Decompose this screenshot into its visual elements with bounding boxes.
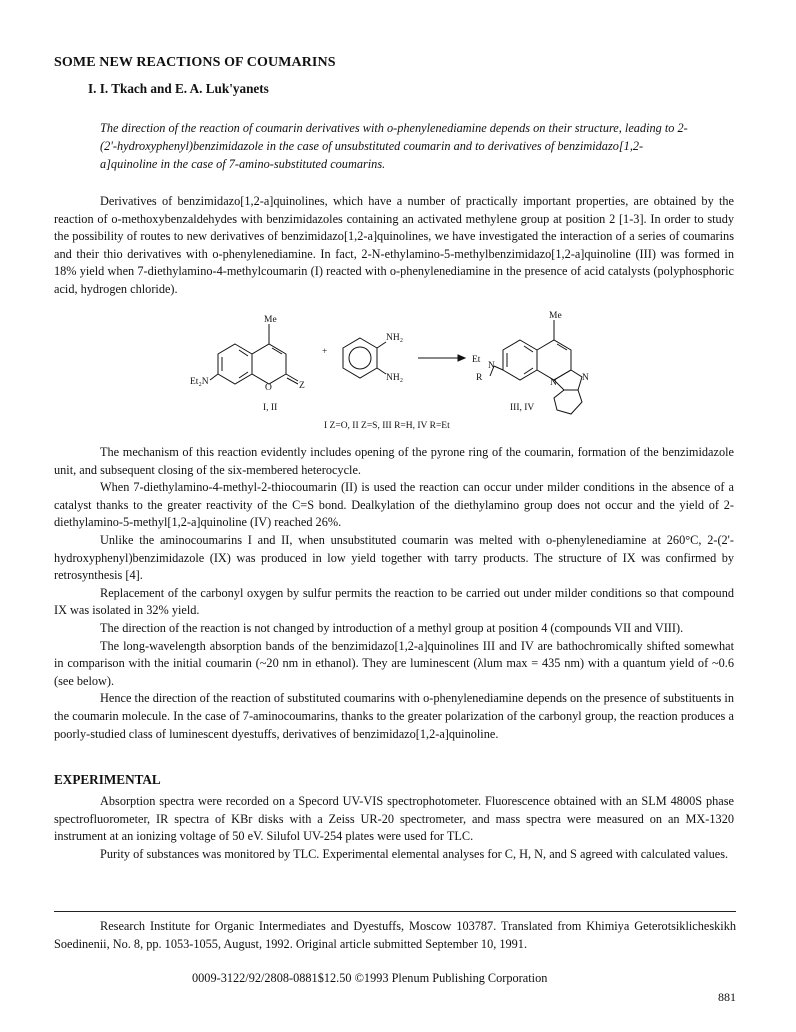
scheme-label-right: III, IV bbox=[510, 403, 535, 413]
discussion-paragraph: The mechanism of this reaction evidently includes opening of the pyrone ring of the coumarin, formation of the benzimidazole unit, and subsequent closing of the six-membered heterocycle. bbox=[54, 445, 734, 477]
article-abstract: The direction of the reaction of coumarin derivatives with o-phenylenediamine depends on their structure, leading to 2-(2'-hydroxyphenyl)benzimidazole in the case of unsubstituted coumarin and to derivatives of benzimidazo[1,2-a]quinoline in the case of 7-amino-substituted coumarins. bbox=[100, 121, 688, 171]
discussion-paragraph: The direction of the reaction is not changed by introduction of a methyl group at position 4 (compounds VII and VIII). bbox=[100, 620, 684, 635]
scheme-ring-o: O bbox=[265, 383, 272, 393]
scheme-z: Z bbox=[299, 381, 305, 391]
experimental-paragraph: Purity of substances was monitored by TLC. Experimental elemental analyses for C, H, N, and S agreed with calculated values. bbox=[100, 846, 729, 861]
discussion-section bbox=[54, 444, 734, 743]
scheme-label-left: I, II bbox=[263, 403, 278, 413]
scheme-et2n: Et₂N bbox=[190, 377, 209, 387]
discussion-paragraph: When 7-diethylamino-4-methyl-2-thiocoumarin (II) is used the reaction can occur under milder conditions in the absence of a catalyst thanks to the greater reactivity of the C=S bond. Dealkylation of the diethylamino group does not occur and the yield of 2-diethylamino-5-methyl[1,2-a]quinoline (IV) reached 26%. bbox=[54, 480, 734, 530]
scheme-n-ring2: N bbox=[582, 373, 589, 383]
scheme-n-amine: N bbox=[488, 361, 495, 371]
experimental-heading: EXPERIMENTAL bbox=[54, 772, 161, 787]
article-title: SOME NEW REACTIONS OF COUMARINS bbox=[54, 55, 336, 70]
footnote: Research Institute for Organic Intermediates and Dyestuffs, Moscow 103787. Translated from Khimiya Geterotsiklicheskikh Soedinenii, No. 8, pp. 1053-1055, August, 1992. Original article submitted September 10, 1991. bbox=[54, 919, 736, 951]
scheme-n-ring1: N bbox=[550, 378, 557, 388]
benzimidazoquinoline-structure bbox=[490, 320, 582, 414]
scheme-me-left: Me bbox=[264, 315, 277, 325]
discussion-paragraph: The long-wavelength absorption bands of the benzimidazo[1,2-a]quinolines III and IV are bathochromically shifted somewhat in comparison with the initial coumarin (~20 nm in ethanol). They are luminescent (λlum max = 435 nm) with a quantum yield of ~0.6 (see below). bbox=[54, 638, 734, 688]
article-authors: I. I. Tkach and E. A. Luk'yanets bbox=[88, 81, 269, 96]
scheme-plus: + bbox=[322, 347, 328, 357]
page-number: 881 bbox=[718, 990, 736, 1004]
intro-paragraph: Derivatives of benzimidazo[1,2-a]quinolines, which have a number of practically important properties, are obtained by the reaction of o-methoxybenzaldehydes with benzimidazoles containing an activated methylene group at position 2 [1-3]. In order to study the possibility of routes to new derivatives of benzimidazo[1,2-a]quinolines, we have investigated the interaction of a series of coumarins and their thio derivatives with o-phenylenediamine. In fact, 2-N-ethylamino-5-methylbenzimidazo[1,2-a]quinoline (III) was formed in 18% yield when 7-diethylamino-4-methylcoumarin (I) reacted with o-phenylenediamine in the presence of acid catalysts (polyphosphoric acid, hydrogen chloride). bbox=[54, 194, 734, 296]
scheme-caption: I Z=O, II Z=S, III R=H, IV R=Et bbox=[324, 421, 450, 431]
reaction-arrow bbox=[418, 355, 465, 361]
scheme-r: R bbox=[476, 373, 483, 383]
scheme-me-right: Me bbox=[549, 311, 562, 321]
coumarin-structure bbox=[210, 324, 298, 384]
intro-section bbox=[54, 193, 734, 299]
experimental-paragraph: Absorption spectra were recorded on a Specord UV-VIS spectrophotometer. Fluorescence obtained with an SLM 4800S phase spectrofluorometer, IR spectra of KBr disks with a Zeiss UR-20 spectrometer, and mass spectra were measured on an MX-1320 instrument at an ionizing voltage of 50 eV. Silufol UV-254 plates were used for TLC. bbox=[54, 794, 734, 844]
discussion-paragraph: Hence the direction of the reaction of substituted coumarins with o-phenylenediamine depends on the presence of substituents in the coumarin molecule. In the case of 7-aminocoumarins, thanks to the greater polarization of the carbonyl group, the reaction produces a poorly-studied class of luminescent dyestuffs, derivatives of benzimidazo[1,2-a]quinoline. bbox=[54, 691, 734, 741]
phenylenediamine-structure bbox=[343, 338, 386, 378]
reaction-scheme bbox=[190, 310, 620, 435]
discussion-paragraph: Replacement of the carbonyl oxygen by sulfur permits the reaction to be carried out under milder conditions so that compound IX was isolated in 32% yield. bbox=[54, 585, 734, 618]
scheme-nh2-bottom: NH₂ bbox=[386, 373, 404, 383]
scheme-nh2-top: NH₂ bbox=[386, 333, 404, 343]
copyright-line: 0009-3122/92/2808-0881$12.50 ©1993 Plenum Publishing Corporation bbox=[192, 971, 548, 985]
discussion-paragraph: Unlike the aminocoumarins I and II, when unsubstituted coumarin was melted with o-phenylenediamine at 260°C, 2-(2'-hydroxyphenyl)benzimidazole (IX) was produced in low yield together with tarry products. The structure of IX was confirmed by retrosynthesis [4]. bbox=[54, 532, 734, 583]
footnote-divider bbox=[54, 911, 736, 912]
experimental-section bbox=[54, 793, 734, 863]
scheme-et: Et bbox=[472, 355, 481, 365]
